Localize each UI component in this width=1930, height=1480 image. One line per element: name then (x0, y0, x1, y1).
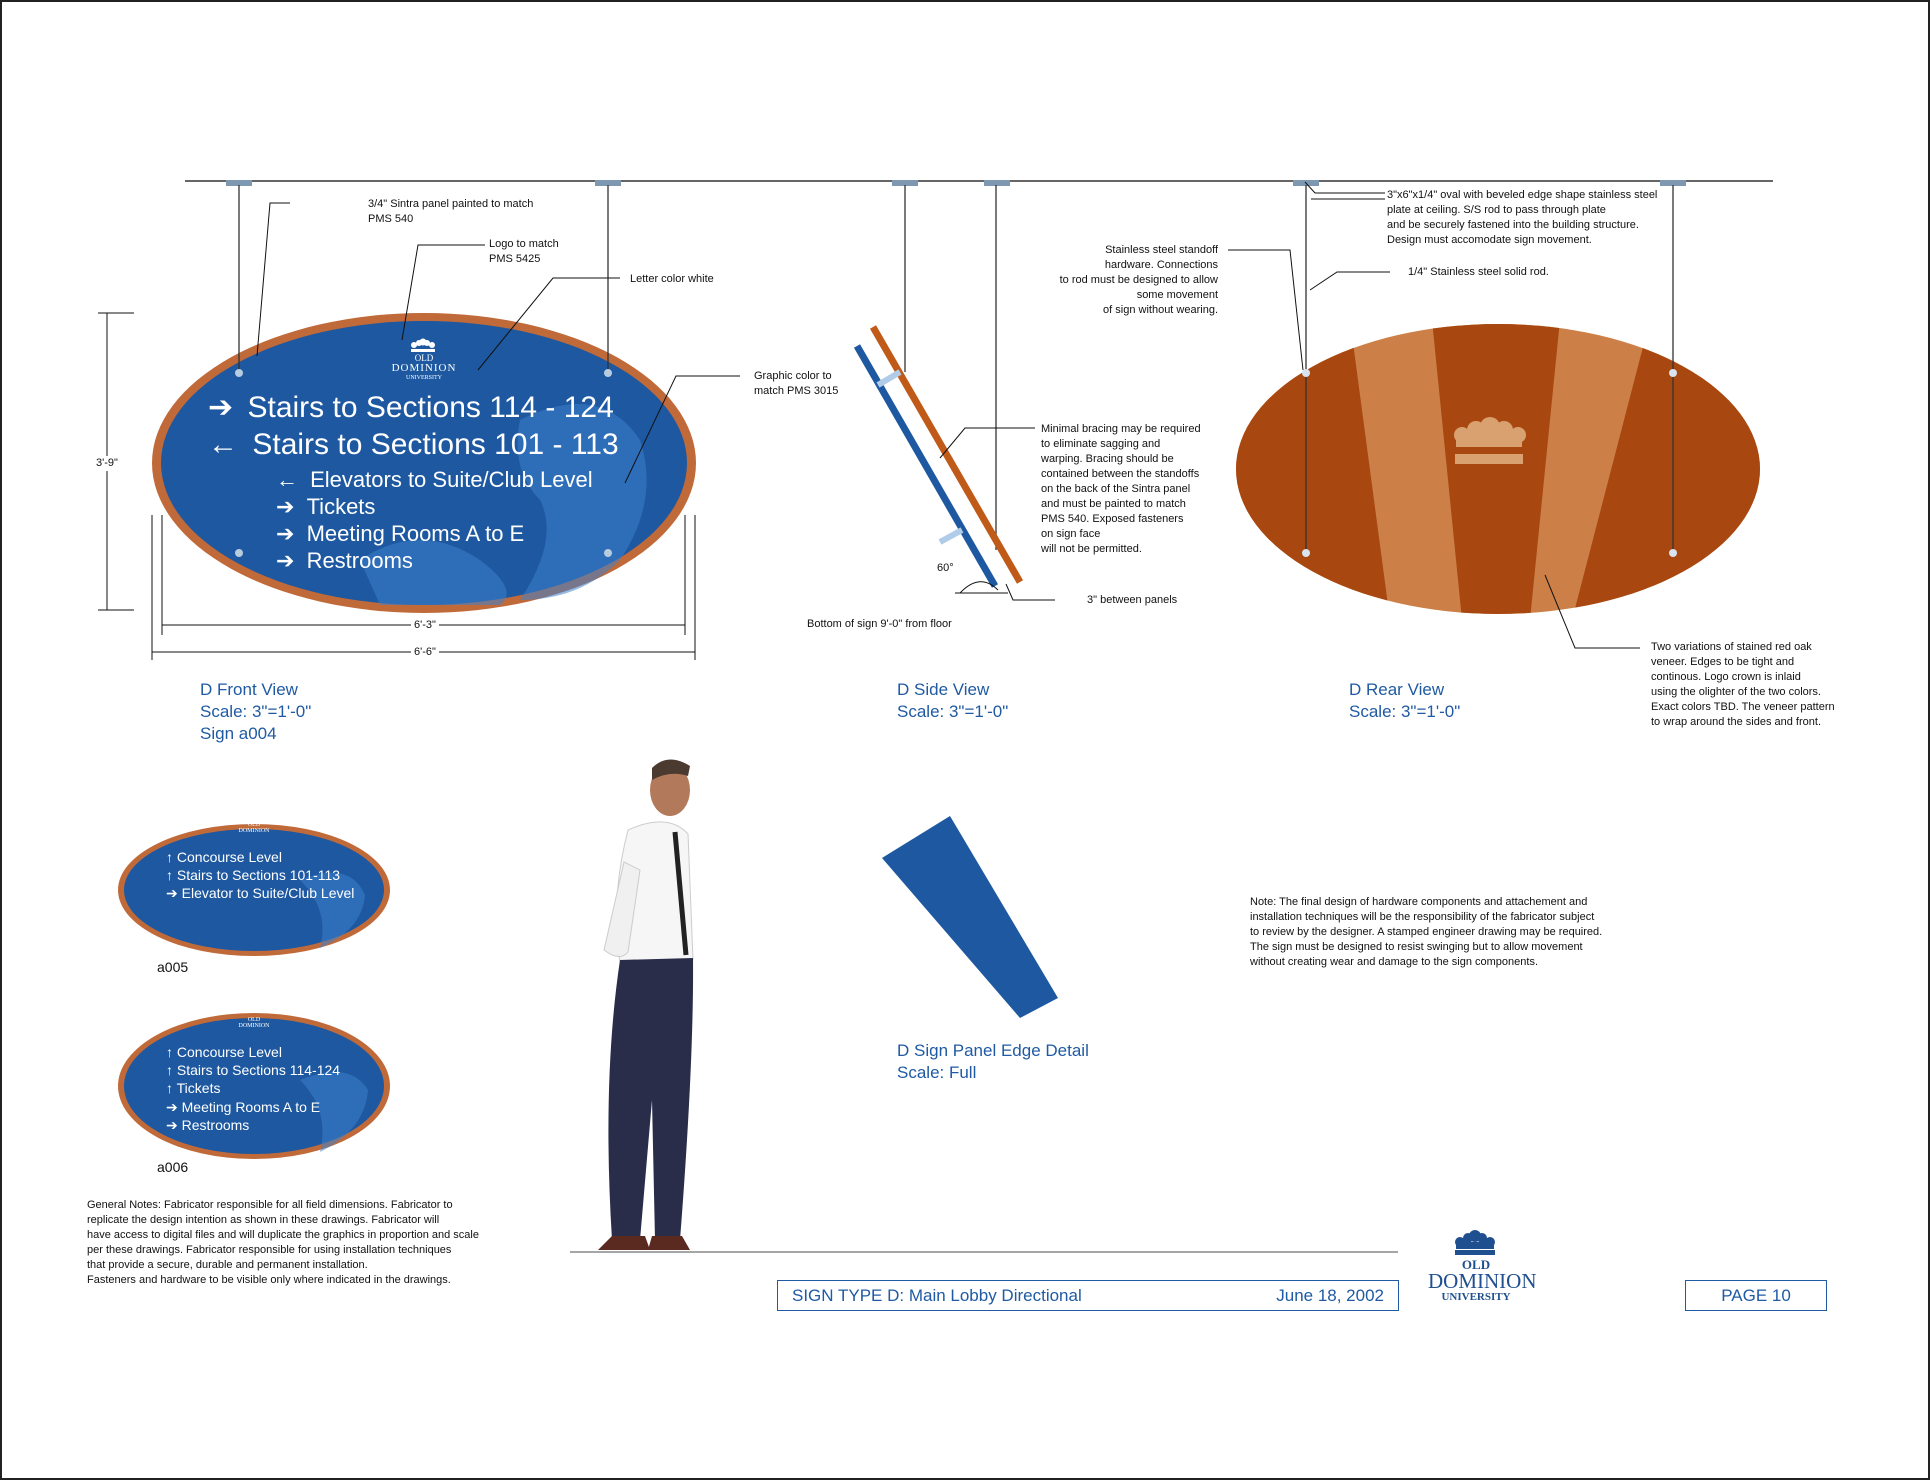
sign-id-a005: a005 (157, 959, 189, 975)
arrow-up-icon: ↑ (166, 849, 173, 865)
callout-bracing: Minimal bracing may be required to eliminate sagging and warping. Bracing should be contained between the standoffs on the back of the Sintra panel and must be painted to match PMS 540. Exposed fasteners on sign face will not be permitted. (1041, 423, 1201, 555)
logo-university: UNIVERSITY (406, 375, 442, 381)
dim-outer-width: 6'-6" (411, 645, 439, 660)
dim-height: 3'-9" (96, 457, 118, 469)
a006-line-1-text: Concourse Level (176, 1044, 282, 1060)
footer-page: PAGE 10 (1721, 1285, 1791, 1305)
footer-logo-university: UNIVERSITY (1441, 1291, 1511, 1303)
sign-id-a006: a006 (157, 1159, 189, 1175)
footer-logo-dominion: DOMINION (1428, 1269, 1537, 1293)
logo-dominion: DOMINION (391, 362, 457, 374)
front-line-5 (276, 521, 524, 547)
callout-between: 3" between panels (1087, 594, 1178, 606)
a006-line-5-text: Restrooms (181, 1117, 250, 1133)
callout-rod: 1/4" Stainless steel solid rod. (1408, 266, 1549, 278)
front-sign-logo (372, 353, 476, 382)
general-notes: General Notes: Fabricator responsible for all field dimensions. Fabricator to replicate the design intention as shown in these drawings. Fabricator will have access to digital files and will duplicate the graphics in proportion and scale per these drawings. Fabricator responsible for using installation techniques that provide a secure, durable and permanent installation. Fasteners and hardware to be visible only where indicated in the drawings. (87, 1199, 479, 1286)
a006-line-5 (166, 1117, 249, 1134)
arrow-up-icon: ↑ (166, 1080, 173, 1096)
a006-line-4-text: Meeting Rooms A to E (181, 1099, 321, 1115)
a005-line-1-text: Concourse Level (176, 849, 282, 865)
a005-logo (236, 822, 272, 834)
arrow-left-icon: ← (208, 428, 238, 461)
scale-figure (598, 759, 693, 1250)
label-front-view: D Front View Scale: 3"=1'-0" Sign a004 (200, 680, 312, 743)
arrow-up-icon: ↑ (166, 867, 173, 883)
footer-date: June 18, 2002 (1276, 1285, 1384, 1305)
a005-line-2 (166, 867, 340, 883)
front-line-3 (276, 467, 593, 493)
callout-sintra: 3/4" Sintra panel painted to match PMS 540 (368, 198, 534, 225)
front-line-5-text: Meeting Rooms A to E (306, 521, 525, 546)
footer-title-box (777, 1280, 1399, 1311)
installation-note: Note: The final design of hardware components and attachement and installation techniques will be the responsibility of the fabricator subject to review by the designer. A stamped engineer drawing may be required. The sign must be designed to resist swinging but to allow movement without creating wear and damage to the sign components. (1250, 896, 1603, 968)
footer-page-box (1685, 1280, 1827, 1311)
a006-line-3-text: Tickets (176, 1080, 221, 1096)
a006-logo-old: OLD (247, 1017, 261, 1023)
arrow-right-icon: ➔ (276, 548, 295, 573)
front-line-4 (276, 494, 375, 520)
edge-detail-shape (882, 816, 1058, 1018)
front-line-6 (276, 548, 413, 574)
front-line-1 (208, 390, 614, 425)
label-rear-view: D Rear View Scale: 3"=1'-0" (1349, 680, 1461, 721)
a005-logo-old: OLD (247, 822, 261, 828)
a006-logo-dominion: DOMINION (238, 1023, 270, 1029)
a005-logo-dominion: DOMINION (238, 828, 270, 834)
a006-logo (236, 1017, 272, 1029)
label-side-view: D Side View Scale: 3"=1'-0" (897, 680, 1009, 721)
arrow-right-icon: ➔ (166, 1099, 178, 1115)
a006-line-4 (166, 1099, 320, 1116)
front-line-6-text: Restrooms (306, 548, 413, 573)
footer-logo-old: OLD (1461, 1257, 1491, 1272)
label-edge-detail: D Sign Panel Edge Detail Scale: Full (897, 1041, 1089, 1082)
front-line-4-text: Tickets (306, 494, 376, 519)
arrow-right-icon: ➔ (166, 1117, 178, 1133)
a005-line-3 (166, 885, 354, 902)
a005-line-1 (166, 849, 282, 865)
callout-veneer: Two variations of stained red oak veneer. Edges to be tight and continous. Logo crown is inlaid using the olighter of the two colors. Exact colors TBD. The veneer pattern to wrap around the sides and front. (1651, 641, 1835, 728)
callout-bottom: Bottom of sign 9'-0" from floor (807, 618, 952, 630)
arrow-left-icon: ← (276, 467, 298, 492)
arrow-up-icon: ↑ (166, 1062, 173, 1078)
front-line-2-text: Stairs to Sections 101 - 113 (252, 428, 619, 461)
front-line-2 (208, 428, 619, 462)
callout-standoff: Stainless steel standoff hardware. Connections to rod must be designed to allow some movement of sign without wearing. (1059, 244, 1218, 316)
callout-logo: Logo to match PMS 5425 (489, 238, 559, 265)
a006-line-1 (166, 1044, 282, 1060)
footer-crown-icon (1455, 1230, 1495, 1255)
footer-logo (1428, 1257, 1537, 1303)
footer-title: SIGN TYPE D: Main Lobby Directional (792, 1285, 1082, 1305)
a005-line-2-text: Stairs to Sections 101-113 (176, 867, 341, 883)
a006-line-2-text: Stairs to Sections 114-124 (176, 1062, 341, 1078)
callout-graphic: Graphic color to match PMS 3015 (754, 370, 839, 397)
a006-line-3 (166, 1080, 220, 1096)
rear-sign-veneer (1230, 320, 1770, 620)
logo-old: OLD (414, 353, 434, 363)
arrow-right-icon: ➔ (166, 885, 178, 901)
front-line-3-text: Elevators to Suite/Club Level (310, 467, 593, 492)
a005-line-3-text: Elevator to Suite/Club Level (181, 885, 355, 901)
arrow-up-icon: ↑ (166, 1044, 173, 1060)
front-line-1-text: Stairs to Sections 114 - 124 (247, 391, 614, 424)
a006-line-2 (166, 1062, 340, 1078)
dim-inner-width: 6'-3" (411, 618, 439, 633)
callout-angle: 60° (937, 562, 954, 574)
callout-letter: Letter color white (630, 273, 714, 285)
arrow-right-icon: ➔ (276, 521, 295, 546)
callout-plate: 3"x6"x1/4" oval with beveled edge shape stainless steel plate at ceiling. S/S rod to pass through plate and be securely fastened into the building structure. Design must accomodate sign movement. (1387, 189, 1658, 246)
arrow-right-icon: ➔ (276, 494, 295, 519)
arrow-right-icon: ➔ (208, 391, 234, 424)
